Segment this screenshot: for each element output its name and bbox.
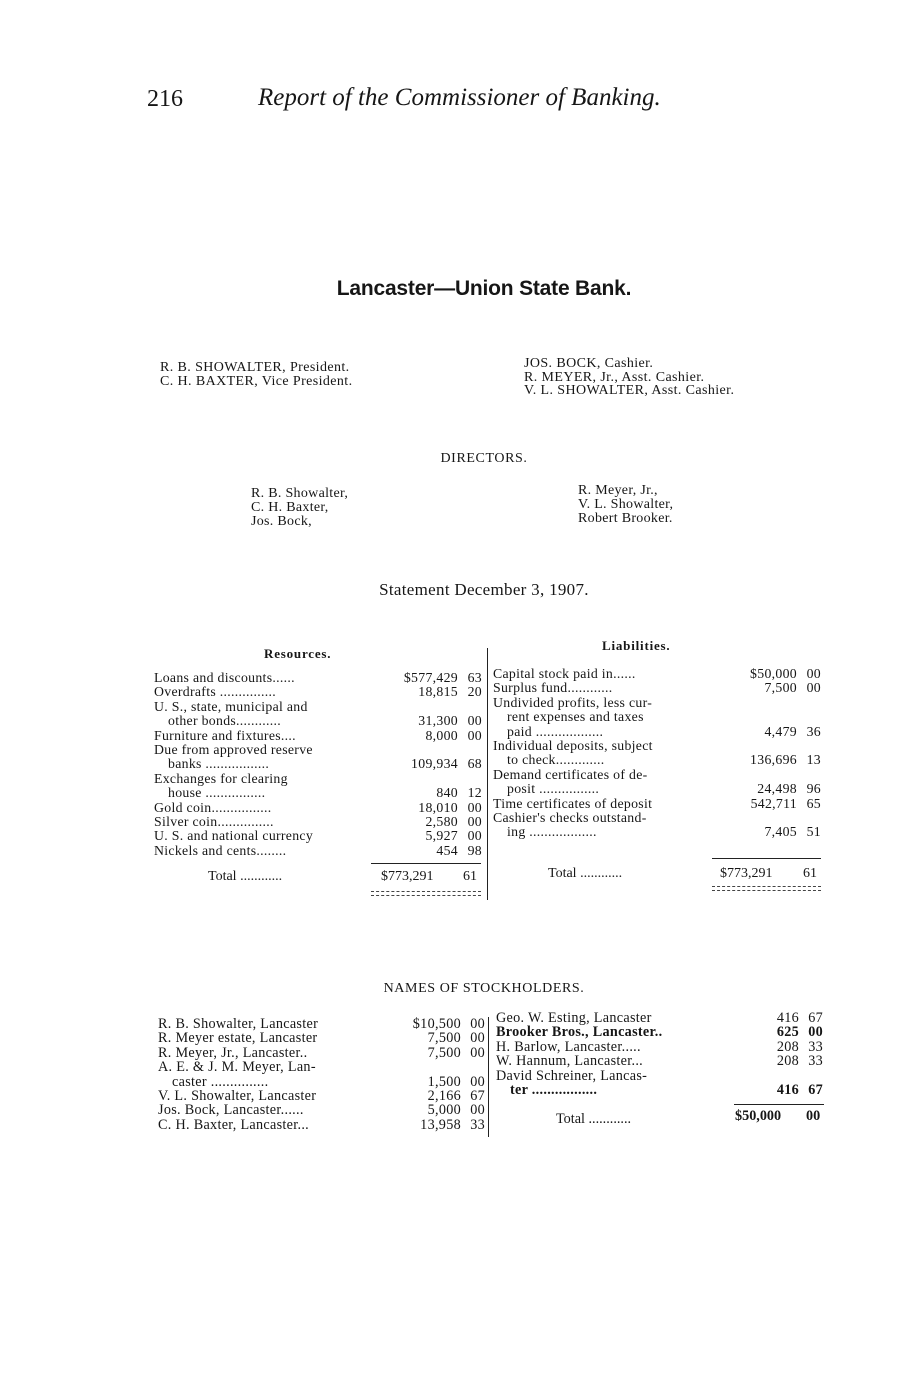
resource-row-amount: 840 xyxy=(436,785,458,801)
resource-row xyxy=(154,829,482,843)
liability-row-amount: $50,000 xyxy=(750,666,797,681)
resource-row-label: Overdrafts ............... xyxy=(154,684,276,700)
stockholder-row-label: ter ................. xyxy=(510,1082,598,1099)
officer-line: V. L. SHOWALTER, Asst. Cashier. xyxy=(524,383,735,398)
liability-row-label: Individual deposits, subject xyxy=(493,738,653,754)
stockholder-row-cents: 00 xyxy=(470,1102,485,1119)
stockholder-row-cents: 00 xyxy=(470,1073,485,1090)
resource-row-label: Gold coin................ xyxy=(154,799,272,815)
column-divider xyxy=(487,648,488,900)
liability-row-label: Cashier's checks outstand- xyxy=(493,810,647,826)
stockholder-row-cents: 33 xyxy=(808,1053,823,1070)
stockholder-row-label: Geo. W. Esting, Lancaster xyxy=(496,1010,652,1026)
resource-row-cents xyxy=(458,743,482,757)
stockholder-row-amount: 5,000 xyxy=(427,1102,461,1119)
resource-row-amount: 18,815 xyxy=(418,684,458,700)
resource-row-cents: 00 xyxy=(467,828,482,844)
resource-row-cents xyxy=(458,700,482,714)
stockholder-row-cents: 67 xyxy=(808,1082,823,1099)
stockholders-total-label: Total ............ xyxy=(556,1111,632,1127)
stockholder-row xyxy=(496,1011,823,1025)
liability-row-label: Capital stock paid in...... xyxy=(493,666,636,681)
directors-heading: DIRECTORS. xyxy=(440,451,528,466)
liability-row-cents: 36 xyxy=(806,723,821,739)
resource-row-label: other bonds............ xyxy=(168,713,282,729)
liability-row-cents: 96 xyxy=(806,781,821,797)
statement-title: Statement December 3, 1907. xyxy=(379,580,589,599)
stockholder-row xyxy=(158,1017,485,1031)
stockholder-row-cents: 00 xyxy=(470,1030,485,1047)
resource-row-label: house ................ xyxy=(168,785,266,801)
stockholder-row-cents xyxy=(461,1060,485,1074)
stockholders-right-table xyxy=(496,1011,823,1097)
stockholder-row-label: R. Meyer estate, Lancaster xyxy=(158,1030,318,1047)
liability-row xyxy=(493,753,821,767)
resource-row-cents: 98 xyxy=(467,842,482,858)
officer-line: R. MEYER, Jr., Asst. Cashier. xyxy=(524,369,705,385)
officers-right xyxy=(524,357,734,398)
resource-row xyxy=(154,700,482,714)
resource-row-label: U. S., state, municipal and xyxy=(154,698,308,714)
stockholder-row-amount: 13,958 xyxy=(420,1116,461,1133)
stockholders-sum-rule xyxy=(734,1104,824,1105)
liability-row-amount xyxy=(717,768,797,782)
stockholder-row xyxy=(496,1083,823,1097)
resource-row-label: Exchanges for clearing xyxy=(154,770,288,786)
stockholder-row-cents: 00 xyxy=(470,1044,485,1061)
liability-row-amount: 24,498 xyxy=(757,781,797,797)
liability-row-label: Undivided profits, less cur- xyxy=(493,694,653,710)
resource-row-label: Nickels and cents........ xyxy=(154,842,287,858)
resource-row xyxy=(154,786,482,800)
resources-sum-rule xyxy=(371,863,481,864)
stockholder-row-amount: 2,166 xyxy=(427,1088,461,1105)
resource-row xyxy=(154,714,482,728)
stockholder-row-amount: 416 xyxy=(776,1010,799,1026)
liability-row-amount: 136,696 xyxy=(750,752,797,768)
stockholder-row xyxy=(158,1103,485,1117)
stockholder-row-label: David Schreiner, Lancas- xyxy=(496,1067,648,1084)
resource-row-cents: 63 xyxy=(467,670,482,685)
liability-row-cents: 13 xyxy=(806,752,821,768)
liability-row-amount xyxy=(717,811,797,825)
resource-row-cents: 00 xyxy=(467,814,482,830)
resource-row xyxy=(154,844,482,858)
resources-heading: Resources. xyxy=(264,646,332,661)
stockholder-row xyxy=(496,1054,823,1068)
resource-row-cents: 20 xyxy=(467,684,482,700)
stockholders-divider xyxy=(488,1017,489,1137)
liability-row-amount xyxy=(717,696,797,710)
stockholder-row xyxy=(158,1089,485,1103)
stockholder-row-label: R. B. Showalter, Lancaster xyxy=(158,1016,319,1032)
liabilities-table xyxy=(493,667,821,840)
stockholder-row-amount: 7,500 xyxy=(427,1030,461,1047)
resource-row-amount: 8,000 xyxy=(425,727,458,743)
liability-row-amount xyxy=(717,710,797,724)
liability-row-label: posit ................ xyxy=(507,781,600,797)
stockholder-row-cents: 67 xyxy=(470,1088,485,1105)
liability-row-amount: 7,500 xyxy=(764,680,797,696)
stockholder-row xyxy=(158,1060,485,1074)
stockholder-row-amount: 208 xyxy=(776,1038,799,1055)
stockholder-row-cents: 67 xyxy=(808,1010,823,1026)
stockholder-row xyxy=(496,1040,823,1054)
liability-row-cents xyxy=(797,768,821,782)
bank-title: Lancaster—Union State Bank. xyxy=(336,277,632,300)
stockholder-row-amount xyxy=(719,1069,799,1083)
resource-row-amount: 454 xyxy=(436,842,458,858)
resources-total-amount: $773,291 xyxy=(381,869,434,884)
resources-total-cents: 61 xyxy=(463,869,477,884)
resource-row-cents: 12 xyxy=(467,785,482,801)
liability-row-amount: 542,711 xyxy=(750,795,797,811)
resources-double-rule xyxy=(371,891,481,896)
resource-row xyxy=(154,757,482,771)
liability-row-label: rent expenses and taxes xyxy=(507,709,644,725)
officer-line: JOS. BOCK, Cashier. xyxy=(524,356,654,371)
director-name: R. B. Showalter, xyxy=(251,486,349,501)
officer-line: C. H. BAXTER, Vice President. xyxy=(160,373,353,389)
liabilities-heading: Liabilities. xyxy=(602,638,671,653)
director-name: R. Meyer, Jr., xyxy=(578,483,658,498)
liability-row xyxy=(493,739,821,753)
resource-row-amount: 2,580 xyxy=(425,814,458,830)
stockholder-row-amount: 1,500 xyxy=(427,1073,461,1090)
resource-row-amount: $577,429 xyxy=(403,670,458,685)
liability-row-amount xyxy=(717,739,797,753)
stockholder-row-cents xyxy=(799,1069,823,1083)
liability-row xyxy=(493,710,821,724)
stockholders-total-amount: $50,000 xyxy=(735,1108,782,1124)
stockholder-row xyxy=(158,1118,485,1132)
stockholder-row-cents: 33 xyxy=(808,1038,823,1055)
resource-row-label: U. S. and national currency xyxy=(154,828,314,844)
stockholder-row-label: V. L. Showalter, Lancaster xyxy=(158,1088,317,1105)
liability-row-cents xyxy=(797,739,821,753)
resource-row-cents: 00 xyxy=(467,727,482,743)
director-name: V. L. Showalter, xyxy=(578,497,674,512)
liability-row xyxy=(493,811,821,825)
resource-row-amount: 31,300 xyxy=(418,713,458,729)
resource-row-label: Due from approved reserve xyxy=(154,742,313,758)
stockholder-row xyxy=(158,1075,485,1089)
resource-row xyxy=(154,729,482,743)
director-name: Jos. Bock, xyxy=(251,514,312,529)
stockholder-row-label: Jos. Bock, Lancaster...... xyxy=(158,1102,304,1119)
stockholder-row-cents: 00 xyxy=(808,1024,823,1041)
stockholder-row-cents: 00 xyxy=(470,1016,485,1032)
liability-row xyxy=(493,696,821,710)
liability-row xyxy=(493,825,821,839)
resource-row xyxy=(154,801,482,815)
resource-row-cents: 00 xyxy=(467,713,482,729)
stockholder-row xyxy=(158,1031,485,1045)
stockholder-row-amount: $10,500 xyxy=(412,1016,461,1032)
stockholder-row-label: R. Meyer, Jr., Lancaster.. xyxy=(158,1044,308,1061)
liability-row xyxy=(493,725,821,739)
liabilities-total-label: Total ............ xyxy=(548,866,623,881)
resource-row-cents: 00 xyxy=(467,799,482,815)
liability-row xyxy=(493,797,821,811)
resource-row-amount xyxy=(378,772,458,786)
stockholders-heading: NAMES OF STOCKHOLDERS. xyxy=(383,981,585,996)
stockholder-row xyxy=(496,1069,823,1083)
resource-row-label: Loans and discounts...... xyxy=(154,670,295,685)
officers-left xyxy=(160,361,353,388)
stockholder-row-amount: 7,500 xyxy=(427,1044,461,1061)
liability-row-label: paid .................. xyxy=(507,723,604,739)
resource-row-label: Furniture and fixtures.... xyxy=(154,727,296,743)
stockholder-row-amount xyxy=(381,1060,461,1074)
liability-row-amount: 4,479 xyxy=(764,723,797,739)
stockholder-row xyxy=(158,1046,485,1060)
directors-right xyxy=(578,484,673,526)
liabilities-total-cents: 61 xyxy=(803,866,817,881)
resource-row xyxy=(154,671,482,685)
liability-row-amount: 7,405 xyxy=(764,824,797,840)
liabilities-double-rule xyxy=(712,886,821,891)
stockholder-row-label: A. E. & J. M. Meyer, Lan- xyxy=(158,1059,316,1076)
liability-row-label: ing .................. xyxy=(507,824,597,840)
liability-row-label: Time certificates of deposit xyxy=(493,795,653,811)
stockholder-row-label: W. Hannum, Lancaster... xyxy=(496,1053,644,1070)
director-name: C. H. Baxter, xyxy=(251,500,329,515)
liability-row-cents: 00 xyxy=(806,666,821,681)
resource-row-amount xyxy=(378,700,458,714)
liability-row-cents xyxy=(797,696,821,710)
liability-row-cents: 00 xyxy=(806,680,821,696)
liabilities-total-amount: $773,291 xyxy=(720,866,773,881)
resource-row-amount xyxy=(378,743,458,757)
stockholder-row-label: caster ............... xyxy=(172,1073,269,1090)
stockholder-row-cents: 33 xyxy=(470,1116,485,1133)
liability-row-label: Surplus fund............ xyxy=(493,680,613,696)
resource-row xyxy=(154,815,482,829)
stockholders-total-cents: 00 xyxy=(806,1108,821,1124)
directors-left xyxy=(251,487,348,529)
resource-row-amount: 5,927 xyxy=(425,828,458,844)
liability-row-cents xyxy=(797,811,821,825)
resource-row-cents: 68 xyxy=(467,756,482,772)
resource-row xyxy=(154,772,482,786)
stockholder-row-label: Brooker Bros., Lancaster.. xyxy=(496,1024,663,1041)
resource-row xyxy=(154,743,482,757)
liability-row-label: Demand certificates of de- xyxy=(493,766,648,782)
resource-row xyxy=(154,685,482,699)
director-name: Robert Brooker. xyxy=(578,511,673,526)
liability-row xyxy=(493,667,821,681)
liability-row xyxy=(493,681,821,695)
resource-row-amount: 109,934 xyxy=(411,756,458,772)
resources-total-label: Total ............ xyxy=(208,869,283,884)
stockholder-row-amount: 625 xyxy=(776,1024,799,1041)
stockholder-row-amount: 416 xyxy=(776,1082,799,1099)
liability-row-cents: 65 xyxy=(806,795,821,811)
running-title: Report of the Commissioner of Banking. xyxy=(258,84,661,111)
page-number: 216 xyxy=(147,86,183,112)
liabilities-sum-rule xyxy=(712,858,821,859)
resource-row-cents xyxy=(458,772,482,786)
resource-row-label: banks ................. xyxy=(168,756,270,772)
liability-row xyxy=(493,768,821,782)
stockholder-row-amount: 208 xyxy=(776,1053,799,1070)
liability-row-cents: 51 xyxy=(806,824,821,840)
officer-line: R. B. SHOWALTER, President. xyxy=(160,360,350,375)
resource-row-label: Silver coin............... xyxy=(154,814,274,830)
resources-table xyxy=(154,671,482,858)
stockholders-left-table xyxy=(158,1017,485,1132)
resource-row-amount: 18,010 xyxy=(418,799,458,815)
stockholder-row-label: C. H. Baxter, Lancaster... xyxy=(158,1116,310,1133)
liability-row-cents xyxy=(797,710,821,724)
stockholder-row xyxy=(496,1025,823,1039)
liability-row-label: to check............. xyxy=(507,752,605,768)
liability-row xyxy=(493,782,821,796)
stockholder-row-label: H. Barlow, Lancaster..... xyxy=(496,1038,641,1055)
